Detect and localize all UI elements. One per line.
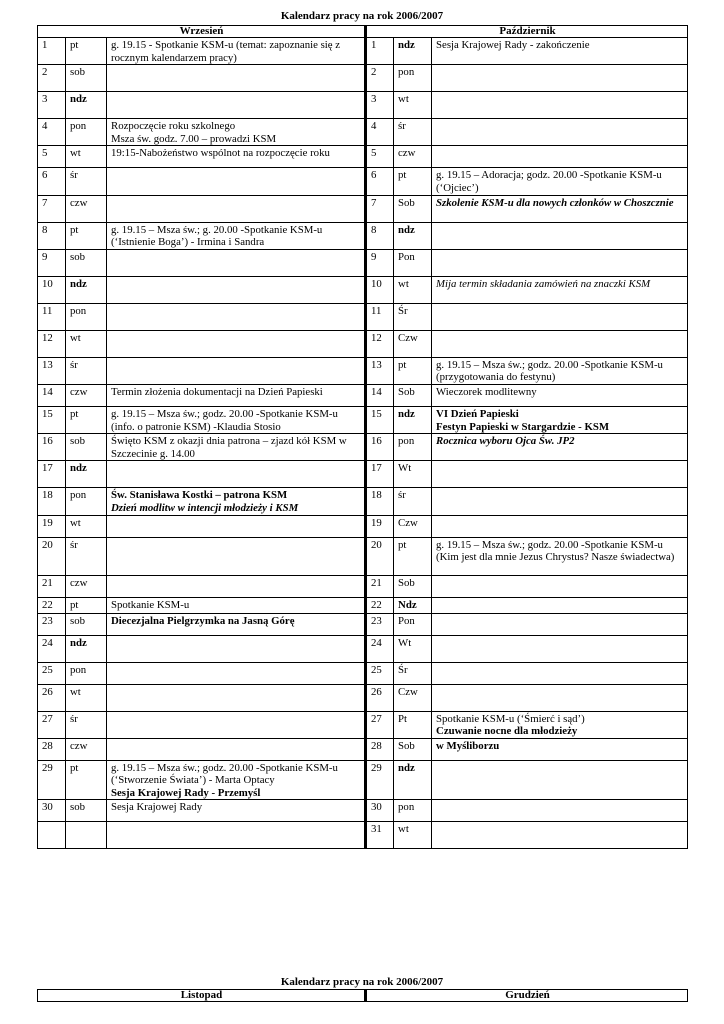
september-day-number: 4 — [38, 119, 66, 146]
september-day-number: 2 — [38, 65, 66, 92]
september-events — [107, 434, 366, 461]
october-day-number: 28 — [366, 738, 394, 760]
september-day-number: 24 — [38, 635, 66, 662]
september-weekday: pt — [66, 597, 107, 613]
september-day-number: 21 — [38, 575, 66, 597]
october-day-number: 12 — [366, 330, 394, 357]
october-day-number: 2 — [366, 65, 394, 92]
calendar-row — [38, 92, 688, 119]
event-text: Dzień modlitw w intencji młodzieży i KSM — [111, 501, 299, 514]
event-text: Mija termin składania zamówień na znaczki KSM — [436, 277, 651, 290]
october-weekday: ndz — [394, 406, 432, 433]
october-weekday: Pon — [394, 613, 432, 635]
event-text: Sesja Krajowej Rady — [111, 801, 203, 814]
event-text: Sesja Krajowej Rady - Przemyśl — [111, 786, 261, 799]
october-day-number: 15 — [366, 406, 394, 433]
september-events — [107, 168, 366, 195]
october-events — [432, 222, 688, 249]
calendar-row — [38, 488, 688, 515]
event-text: Sesja Krajowej Rady - zakończenie — [436, 39, 590, 51]
october-events — [432, 357, 688, 384]
october-day-number: 19 — [366, 515, 394, 537]
october-day-number: 18 — [366, 488, 394, 515]
october-day-number: 9 — [366, 249, 394, 276]
event-text: g. 19.15 – Adoracja; godz. 20.00 -Spotkanie KSM-u (‘Ojciec’) — [436, 169, 662, 194]
october-day-number: 21 — [366, 575, 394, 597]
event-text: g. 19.15 – Msza św.; godz. 20.00 -Spotkanie KSM-u (przygotowania do festynu) — [436, 358, 663, 384]
month-header-row-2 — [38, 990, 688, 1002]
october-weekday: wt — [394, 822, 432, 849]
october-events — [432, 276, 688, 303]
october-weekday: Sob — [394, 575, 432, 597]
september-weekday: sob — [66, 434, 107, 461]
september-weekday: czw — [66, 575, 107, 597]
october-day-number: 31 — [366, 822, 394, 849]
september-events — [107, 662, 366, 684]
event-text: g. 19.15 – Msza św.; godz. 20.00 -Spotkanie KSM-u (‘Stworzenie Świata’) - Marta Optacy — [111, 761, 338, 787]
september-events — [107, 38, 366, 65]
october-weekday: Pon — [394, 249, 432, 276]
september-weekday: ndz — [66, 276, 107, 303]
calendar-row — [38, 406, 688, 433]
october-weekday: wt — [394, 92, 432, 119]
calendar-row — [38, 684, 688, 711]
september-day-number: 11 — [38, 303, 66, 330]
september-day-number: 10 — [38, 276, 66, 303]
month-header-october: Październik — [366, 26, 688, 38]
october-day-number: 23 — [366, 613, 394, 635]
calendar-row — [38, 195, 688, 222]
september-weekday: śr — [66, 711, 107, 738]
september-weekday: pon — [66, 119, 107, 146]
september-events — [107, 92, 366, 119]
october-day-number: 26 — [366, 684, 394, 711]
calendar-row — [38, 222, 688, 249]
calendar-table-nov-dec — [37, 989, 688, 1002]
october-events — [432, 684, 688, 711]
september-day-number: 5 — [38, 146, 66, 168]
october-events — [432, 303, 688, 330]
october-weekday: śr — [394, 119, 432, 146]
september-events — [107, 738, 366, 760]
october-day-number: 6 — [366, 168, 394, 195]
october-events — [432, 65, 688, 92]
september-weekday: śr — [66, 357, 107, 384]
event-text: g. 19.15 – Msza św.; godz. 20.00 -Spotkanie KSM-u (info. o patronie KSM) -Klaudia Stosio — [111, 407, 338, 433]
month-header-december: Grudzień — [366, 990, 688, 1002]
september-events — [107, 515, 366, 537]
calendar-row — [38, 461, 688, 488]
september-weekday: wt — [66, 146, 107, 168]
september-day-number: 23 — [38, 613, 66, 635]
event-text: g. 19.15 – Msza św.; g. 20.00 -Spotkanie KSM-u (‘Istnienie Boga’) - Irmina i Sandra — [111, 223, 323, 249]
month-header-row — [38, 26, 688, 38]
september-events — [107, 195, 366, 222]
month-header-september: Wrzesień — [38, 26, 366, 38]
september-day-number: 22 — [38, 597, 66, 613]
september-day-number — [38, 822, 66, 849]
october-day-number: 30 — [366, 800, 394, 822]
october-weekday: śr — [394, 488, 432, 515]
october-weekday: ndz — [394, 38, 432, 65]
september-weekday: śr — [66, 168, 107, 195]
october-events — [432, 800, 688, 822]
october-weekday: czw — [394, 146, 432, 168]
september-day-number: 25 — [38, 662, 66, 684]
calendar-row — [38, 515, 688, 537]
october-day-number: 3 — [366, 92, 394, 119]
september-weekday: ndz — [66, 635, 107, 662]
calendar-row — [38, 575, 688, 597]
october-weekday: pt — [394, 357, 432, 384]
calendar-row — [38, 38, 688, 65]
event-text: Rocznica wyboru Ojca Św. JP2 — [436, 435, 575, 448]
october-weekday: pon — [394, 434, 432, 461]
october-events — [432, 406, 688, 433]
september-weekday: sob — [66, 613, 107, 635]
october-events — [432, 249, 688, 276]
september-day-number: 9 — [38, 249, 66, 276]
event-text: g. 19.15 - Spotkanie KSM-u (temat: zapoznanie się z rocznym kalendarzem pracy) — [111, 39, 341, 64]
october-weekday: pt — [394, 537, 432, 575]
october-day-number: 25 — [366, 662, 394, 684]
october-weekday: pt — [394, 168, 432, 195]
october-events — [432, 711, 688, 738]
september-weekday: pt — [66, 38, 107, 65]
october-events — [432, 434, 688, 461]
september-events — [107, 276, 366, 303]
calendar-row — [38, 434, 688, 461]
calendar-row — [38, 249, 688, 276]
september-events — [107, 635, 366, 662]
september-day-number: 17 — [38, 461, 66, 488]
september-day-number: 15 — [38, 406, 66, 433]
september-day-number: 7 — [38, 195, 66, 222]
september-weekday: ndz — [66, 461, 107, 488]
september-weekday: pon — [66, 303, 107, 330]
calendar-row — [38, 635, 688, 662]
october-events — [432, 822, 688, 849]
calendar-row — [38, 711, 688, 738]
october-weekday: Pt — [394, 711, 432, 738]
calendar-row — [38, 357, 688, 384]
event-text: g. 19.15 – Msza św.; godz. 20.00 -Spotkanie KSM-u (Kim jest dla mnie Jezus Chrystus? Nasze świadectwa) — [436, 538, 675, 564]
september-events — [107, 760, 366, 800]
october-day-number: 29 — [366, 760, 394, 800]
october-weekday: Śr — [394, 303, 432, 330]
calendar-row — [38, 276, 688, 303]
september-weekday: pt — [66, 406, 107, 433]
september-weekday: sob — [66, 65, 107, 92]
september-events — [107, 597, 366, 613]
september-weekday: pt — [66, 222, 107, 249]
october-events — [432, 168, 688, 195]
september-events — [107, 249, 366, 276]
september-weekday: śr — [66, 537, 107, 575]
september-events — [107, 461, 366, 488]
october-weekday: Śr — [394, 662, 432, 684]
september-events — [107, 406, 366, 433]
september-weekday: ndz — [66, 92, 107, 119]
october-events — [432, 92, 688, 119]
calendar-table-sep-oct — [37, 25, 688, 849]
calendar-row — [38, 597, 688, 613]
event-text: Msza św. godz. 7.00 – prowadzi KSM — [111, 132, 277, 145]
october-weekday: pon — [394, 800, 432, 822]
september-weekday — [66, 822, 107, 849]
september-day-number: 19 — [38, 515, 66, 537]
event-text: Festyn Papieski w Stargardzie - KSM — [436, 420, 610, 433]
september-events — [107, 330, 366, 357]
october-events — [432, 760, 688, 800]
october-day-number: 13 — [366, 357, 394, 384]
event-text: Czuwanie nocne dla młodzieży — [436, 725, 578, 738]
september-day-number: 18 — [38, 488, 66, 515]
calendar-row — [38, 303, 688, 330]
october-day-number: 20 — [366, 537, 394, 575]
september-events — [107, 684, 366, 711]
event-text: Rozpoczęcie roku szkolnego — [111, 120, 236, 133]
october-day-number: 27 — [366, 711, 394, 738]
event-text: w Myśliborzu — [436, 739, 500, 752]
event-text: Wieczorek modlitewny — [436, 385, 537, 398]
october-day-number: 10 — [366, 276, 394, 303]
october-weekday: Wt — [394, 635, 432, 662]
calendar-row — [38, 662, 688, 684]
september-day-number: 14 — [38, 384, 66, 406]
month-header-november: Listopad — [38, 990, 366, 1002]
october-weekday: wt — [394, 276, 432, 303]
september-weekday: pon — [66, 488, 107, 515]
october-events — [432, 38, 688, 65]
october-events — [432, 384, 688, 406]
october-events — [432, 461, 688, 488]
event-text: Szkolenie KSM-u dla nowych członków w Choszcznie — [436, 196, 674, 209]
september-events — [107, 575, 366, 597]
calendar-row — [38, 384, 688, 406]
october-day-number: 22 — [366, 597, 394, 613]
september-events — [107, 537, 366, 575]
october-events — [432, 330, 688, 357]
september-events — [107, 711, 366, 738]
september-events — [107, 146, 366, 168]
september-events — [107, 800, 366, 822]
september-weekday: wt — [66, 684, 107, 711]
calendar-row — [38, 537, 688, 575]
september-day-number: 29 — [38, 760, 66, 800]
october-events — [432, 146, 688, 168]
october-events — [432, 119, 688, 146]
calendar-row — [38, 760, 688, 800]
september-events — [107, 822, 366, 849]
october-weekday: Wt — [394, 461, 432, 488]
october-events — [432, 597, 688, 613]
september-weekday: wt — [66, 330, 107, 357]
october-weekday: Czw — [394, 684, 432, 711]
october-events — [432, 662, 688, 684]
event-text: Św. Stanisława Kostki – patrona KSM — [111, 489, 288, 502]
october-events — [432, 537, 688, 575]
september-day-number: 28 — [38, 738, 66, 760]
october-day-number: 11 — [366, 303, 394, 330]
calendar-row — [38, 822, 688, 849]
calendar-row — [38, 168, 688, 195]
october-day-number: 5 — [366, 146, 394, 168]
october-events — [432, 635, 688, 662]
september-events — [107, 488, 366, 515]
september-day-number: 1 — [38, 38, 66, 65]
october-day-number: 17 — [366, 461, 394, 488]
september-events — [107, 384, 366, 406]
calendar-row — [38, 119, 688, 146]
september-day-number: 27 — [38, 711, 66, 738]
october-events — [432, 613, 688, 635]
september-day-number: 6 — [38, 168, 66, 195]
october-weekday: Sob — [394, 738, 432, 760]
september-events — [107, 222, 366, 249]
event-text: Diecezjalna Pielgrzymka na Jasną Górę — [111, 614, 295, 627]
document-title: Kalendarz pracy na rok 2006/2007 — [280, 10, 444, 22]
event-text: Spotkanie KSM-u — [111, 598, 190, 611]
october-day-number: 1 — [366, 38, 394, 65]
october-weekday: pon — [394, 65, 432, 92]
september-weekday: pt — [66, 760, 107, 800]
september-day-number: 3 — [38, 92, 66, 119]
october-events — [432, 488, 688, 515]
event-text: 19:15-Nabożeństwo wspólnot na rozpoczęcie roku — [111, 147, 330, 160]
september-weekday: czw — [66, 195, 107, 222]
october-day-number: 7 — [366, 195, 394, 222]
september-weekday: pon — [66, 662, 107, 684]
event-text: Termin złożenia dokumentacji na Dzień Papieski — [111, 385, 323, 398]
october-weekday: Czw — [394, 330, 432, 357]
september-events — [107, 613, 366, 635]
october-weekday: Sob — [394, 384, 432, 406]
october-events — [432, 195, 688, 222]
september-day-number: 13 — [38, 357, 66, 384]
september-weekday: czw — [66, 384, 107, 406]
september-events — [107, 303, 366, 330]
document-title-page-2: Kalendarz pracy na rok 2006/2007 — [280, 976, 444, 988]
event-text: VI Dzień Papieski — [436, 407, 519, 420]
september-day-number: 20 — [38, 537, 66, 575]
calendar-row — [38, 330, 688, 357]
october-day-number: 14 — [366, 384, 394, 406]
october-weekday: Sob — [394, 195, 432, 222]
september-weekday: sob — [66, 249, 107, 276]
october-weekday: ndz — [394, 760, 432, 800]
september-day-number: 26 — [38, 684, 66, 711]
september-events — [107, 119, 366, 146]
october-weekday: Ndz — [394, 597, 432, 613]
calendar-row — [38, 800, 688, 822]
september-weekday: wt — [66, 515, 107, 537]
september-day-number: 16 — [38, 434, 66, 461]
september-day-number: 12 — [38, 330, 66, 357]
calendar-row — [38, 65, 688, 92]
calendar-row — [38, 146, 688, 168]
calendar-row — [38, 738, 688, 760]
event-text: Święto KSM z okazji dnia patrona – zjazd kół KSM w Szczecinie g. 14.00 — [111, 435, 347, 460]
september-events — [107, 65, 366, 92]
october-weekday: ndz — [394, 222, 432, 249]
september-events — [107, 357, 366, 384]
october-day-number: 8 — [366, 222, 394, 249]
september-day-number: 8 — [38, 222, 66, 249]
october-events — [432, 515, 688, 537]
october-day-number: 24 — [366, 635, 394, 662]
calendar-row — [38, 613, 688, 635]
october-day-number: 16 — [366, 434, 394, 461]
september-weekday: sob — [66, 800, 107, 822]
event-text: Spotkanie KSM-u (‘Śmierć i sąd’) — [436, 712, 585, 725]
october-weekday: Czw — [394, 515, 432, 537]
october-day-number: 4 — [366, 119, 394, 146]
september-day-number: 30 — [38, 800, 66, 822]
september-weekday: czw — [66, 738, 107, 760]
october-events — [432, 575, 688, 597]
october-events — [432, 738, 688, 760]
